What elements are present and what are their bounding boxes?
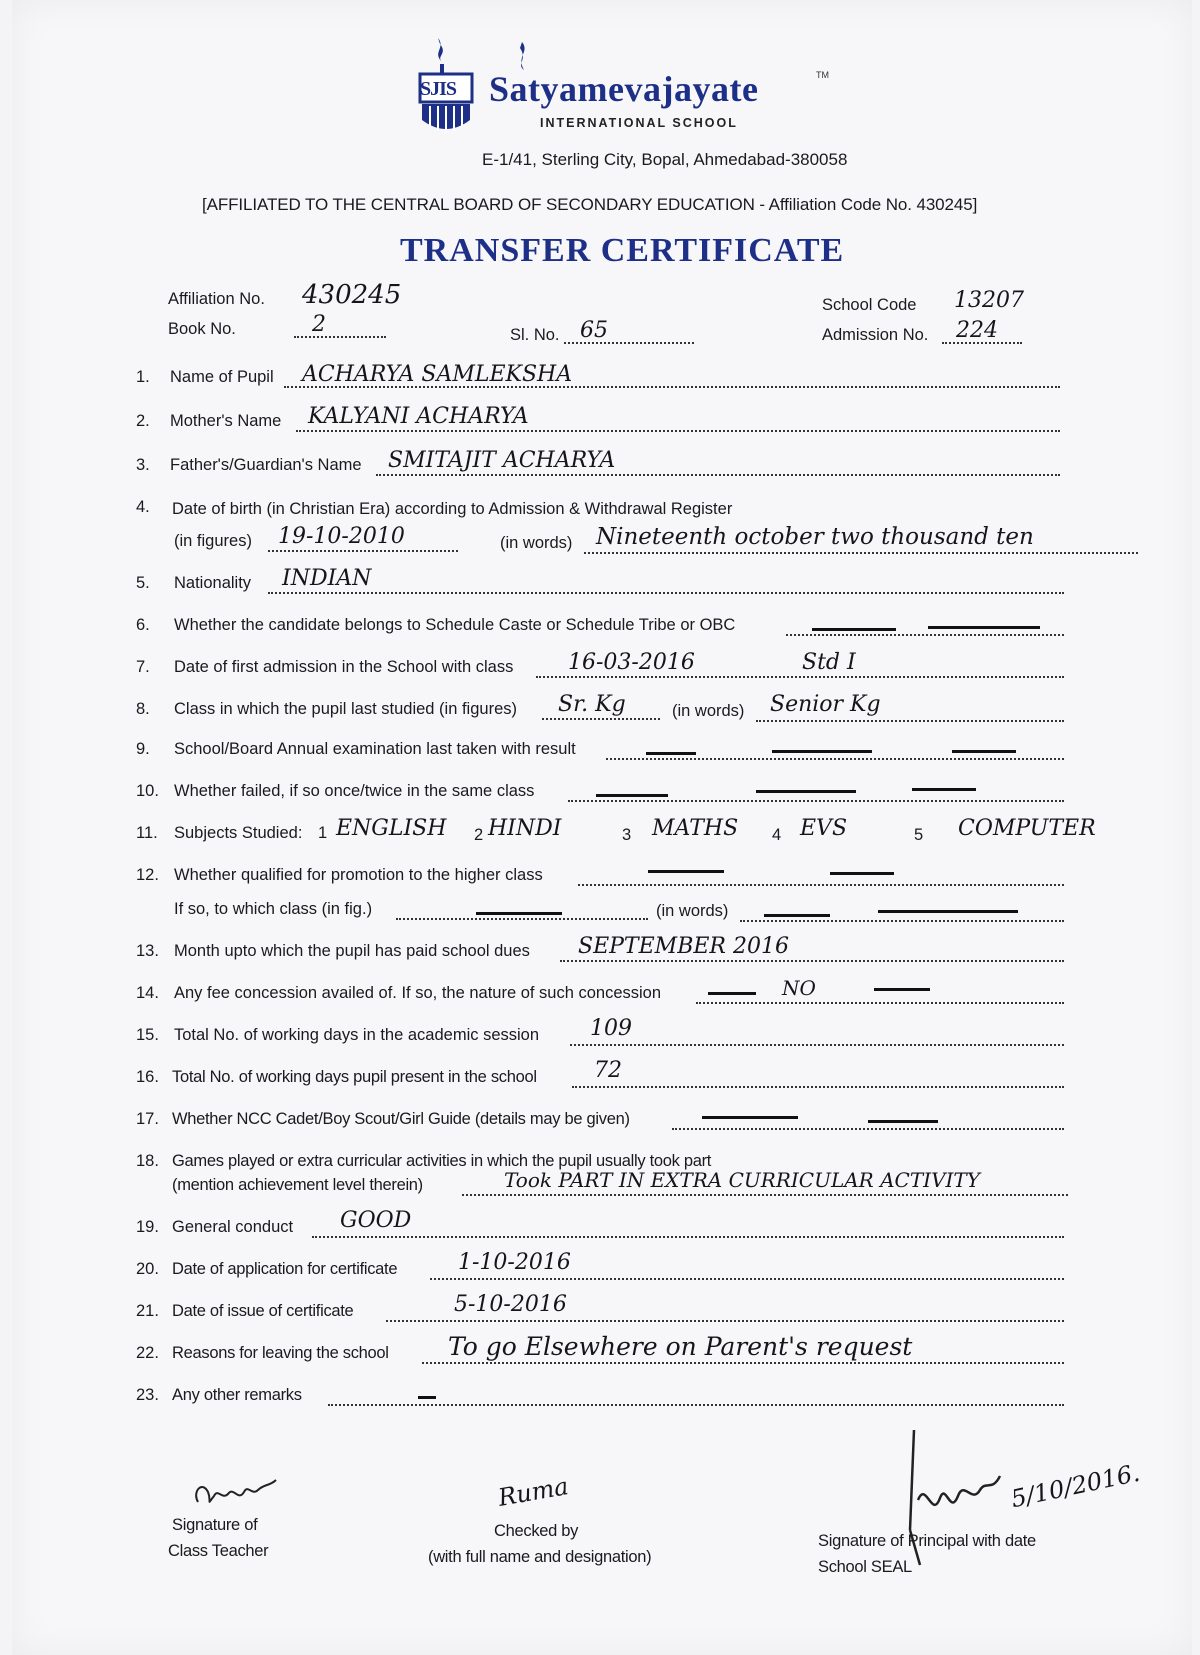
nationality-label: Nationality <box>174 574 252 592</box>
trademark: TM <box>816 70 829 80</box>
pupil-name-value: ACHARYA SAMLEKSHA <box>302 362 573 387</box>
first-admission-class: Std I <box>802 650 856 675</box>
class-teacher-signature <box>188 1472 288 1512</box>
field-number: 4. <box>136 498 150 516</box>
field-number: 3. <box>136 456 150 474</box>
caste-label: Whether the candidate belongs to Schedule Caste or Schedule Tribe or OBC <box>174 616 736 634</box>
admission-value: 224 <box>956 318 998 343</box>
issue-date-label: Date of issue of certificate <box>172 1302 354 1320</box>
school-code-label: School Code <box>822 296 917 314</box>
principal-date: 5/10/2016. <box>1008 1458 1143 1514</box>
school-subtitle: INTERNATIONAL SCHOOL <box>540 116 738 130</box>
dob-figures-value: 19-10-2010 <box>278 524 405 549</box>
field-number: 14. <box>136 984 159 1002</box>
exam-label: School/Board Annual examination last taken with result <box>174 740 576 758</box>
field-number: 21. <box>136 1302 159 1320</box>
affiliation-value: 430245 <box>302 280 402 310</box>
subject-3: MATHS <box>652 816 739 841</box>
field-number: 2. <box>136 412 150 430</box>
days-present-value: 72 <box>594 1058 622 1083</box>
dob-figures-label: (in figures) <box>174 532 252 550</box>
field-number: 18. <box>136 1152 159 1170</box>
promotion-class-label: If so, to which class (in fig.) <box>174 900 373 918</box>
leaving-reason-label: Reasons for leaving the school <box>172 1344 389 1362</box>
last-class-words-label: (in words) <box>672 702 745 720</box>
affiliation-label: Affiliation No. <box>168 290 265 308</box>
field-number: 5. <box>136 574 150 592</box>
subjects-label: Subjects Studied: <box>174 824 303 842</box>
issue-date-value: 5-10-2016 <box>454 1292 567 1317</box>
subject-number: 3 <box>622 826 632 844</box>
dues-value: SEPTEMBER 2016 <box>578 934 789 959</box>
checked-label: Checked by <box>494 1522 579 1540</box>
subject-2: HINDI <box>488 816 562 841</box>
field-number: 1. <box>136 368 150 386</box>
ncc-label: Whether NCC Cadet/Boy Scout/Girl Guide (details may be given) <box>172 1110 630 1128</box>
first-admission-date: 16-03-2016 <box>568 650 695 675</box>
activities-label-2: (mention achievement level therein) <box>172 1176 423 1194</box>
admission-label: Admission No. <box>822 326 929 344</box>
school-code-value: 13207 <box>954 288 1024 313</box>
field-number: 10. <box>136 782 159 800</box>
checked-signature: Ruma <box>496 1472 571 1512</box>
nationality-value: INDIAN <box>282 566 372 591</box>
field-number: 20. <box>136 1260 159 1278</box>
logo-text: SJIS <box>420 78 457 100</box>
promotion-label: Whether qualified for promotion to the higher class <box>174 866 543 884</box>
activities-label: Games played or extra curricular activities in which the pupil usually took part <box>172 1152 712 1170</box>
conduct-value: GOOD <box>340 1208 412 1233</box>
book-label: Book No. <box>168 320 236 338</box>
teacher-sign-label: Signature of <box>172 1516 258 1534</box>
subject-1: ENGLISH <box>336 816 447 841</box>
field-number: 22. <box>136 1344 159 1362</box>
book-value: 2 <box>312 312 326 337</box>
subject-5: COMPUTER <box>958 816 1096 841</box>
first-admission-label: Date of first admission in the School with class <box>174 658 514 676</box>
field-number: 17. <box>136 1110 159 1128</box>
last-class-figures: Sr. Kg <box>558 692 626 717</box>
last-class-label: Class in which the pupil last studied (in figures) <box>174 700 517 718</box>
mother-name-label: Mother's Name <box>170 412 282 430</box>
school-address: E-1/41, Sterling City, Bopal, Ahmedabad-380058 <box>482 150 848 169</box>
mother-name-value: KALYANI ACHARYA <box>308 404 529 429</box>
activities-value: Took PART IN EXTRA CURRICULAR ACTIVITY <box>504 1168 980 1192</box>
father-name-value: SMITAJIT ACHARYA <box>388 448 616 473</box>
leaving-reason-value: To go Elsewhere on Parent's request <box>448 1332 913 1361</box>
failed-label: Whether failed, if so once/twice in the same class <box>174 782 535 800</box>
sl-value: 65 <box>580 318 608 343</box>
page-title: TRANSFER CERTIFICATE <box>400 232 845 269</box>
school-name: Satyamevajayate <box>489 69 759 109</box>
working-days-label: Total No. of working days in the academic session <box>174 1026 540 1044</box>
conduct-label: General conduct <box>172 1218 294 1236</box>
dob-words-value: Nineteenth october two thousand ten <box>596 524 1034 550</box>
dob-words-label: (in words) <box>500 534 573 552</box>
pupil-name-label: Name of Pupil <box>170 368 274 386</box>
dues-label: Month upto which the pupil has paid school dues <box>174 942 530 960</box>
school-seal-label: School SEAL <box>818 1558 912 1576</box>
field-number: 23. <box>136 1386 159 1404</box>
certificate-page <box>12 0 1192 1655</box>
field-number: 16. <box>136 1068 159 1086</box>
days-present-label: Total No. of working days pupil present in the school <box>172 1068 537 1086</box>
field-number: 8. <box>136 700 150 718</box>
remarks-label: Any other remarks <box>172 1386 302 1404</box>
application-date-value: 1-10-2016 <box>458 1250 571 1275</box>
subject-number: 1 <box>318 824 328 842</box>
field-number: 15. <box>136 1026 159 1044</box>
field-number: 12. <box>136 866 159 884</box>
sl-label: Sl. No. <box>510 326 560 344</box>
principal-sign-label: Signature of Principal with date <box>818 1532 1036 1550</box>
subject-number: 2 <box>474 826 484 844</box>
affiliation-statement: [AFFILIATED TO THE CENTRAL BOARD OF SECONDARY EDUCATION - Affiliation Code No. 430245] <box>202 195 978 214</box>
teacher-sign-label-2: Class Teacher <box>168 1542 269 1560</box>
checked-label-2: (with full name and designation) <box>428 1548 652 1566</box>
field-number: 7. <box>136 658 150 676</box>
subject-number: 4 <box>772 826 782 844</box>
field-number: 9. <box>136 740 150 758</box>
working-days-value: 109 <box>590 1016 632 1041</box>
last-class-words: Senior Kg <box>770 692 881 717</box>
field-number: 11. <box>136 824 158 842</box>
application-date-label: Date of application for certificate <box>172 1260 398 1278</box>
field-number: 19. <box>136 1218 159 1236</box>
promotion-words-label: (in words) <box>656 902 729 920</box>
subject-4: EVS <box>800 816 848 841</box>
father-name-label: Father's/Guardian's Name <box>170 456 362 474</box>
subject-number: 5 <box>914 826 924 844</box>
field-number: 6. <box>136 616 150 634</box>
concession-label: Any fee concession availed of. If so, the nature of such concession <box>174 984 662 1002</box>
dob-label: Date of birth (in Christian Era) according to Admission & Withdrawal Register <box>172 500 733 518</box>
field-number: 13. <box>136 942 159 960</box>
concession-value: NO <box>782 976 816 1000</box>
